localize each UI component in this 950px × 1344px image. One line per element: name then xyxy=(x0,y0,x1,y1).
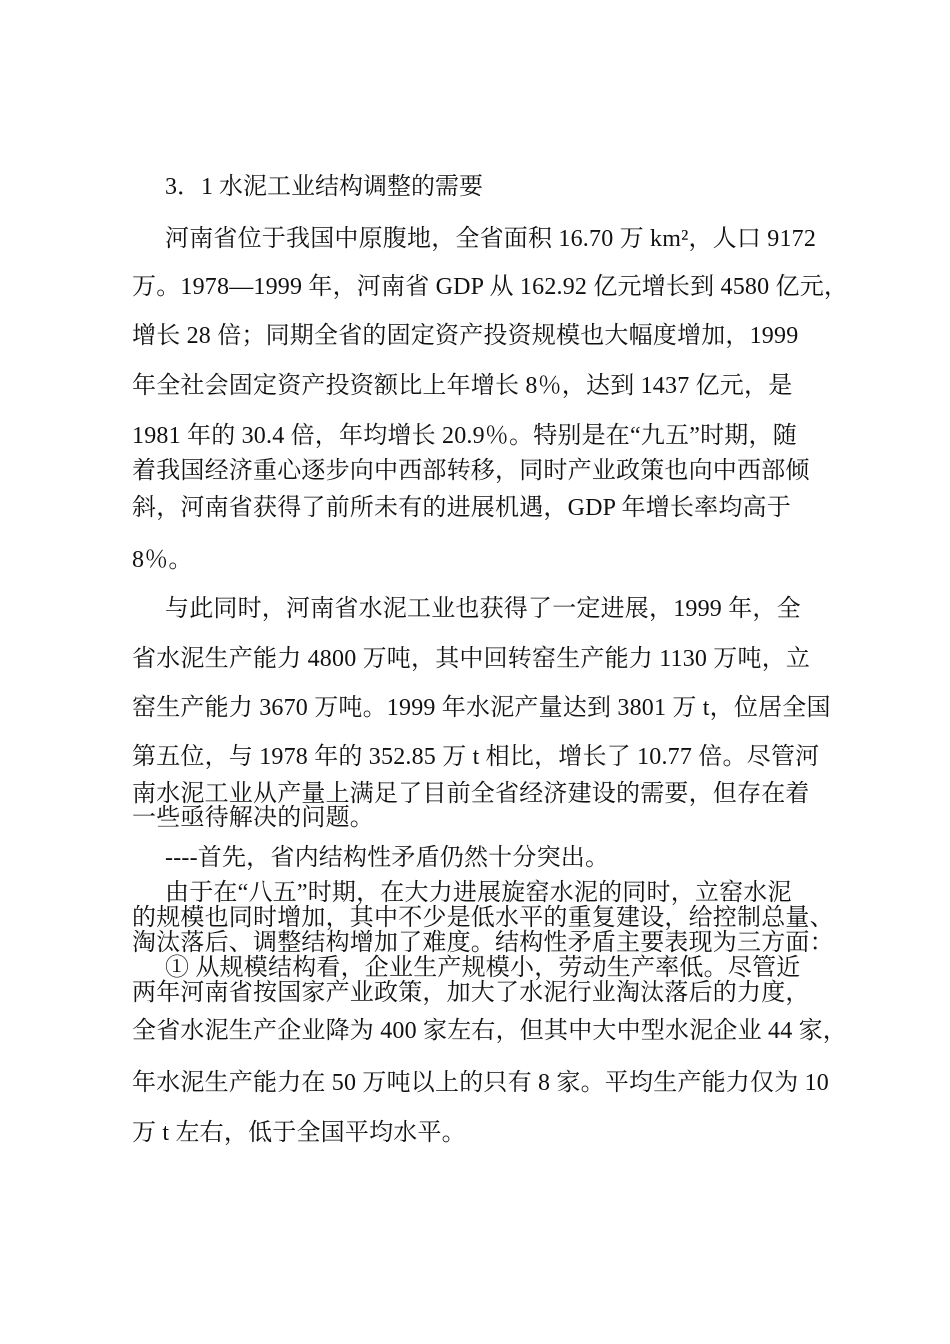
paragraph-line: 与此同时，河南省水泥工业也获得了一定进展，1999 年，全 xyxy=(165,596,801,622)
paragraph-line: 两年河南省按国家产业政策，加大了水泥行业淘汰落后的力度， xyxy=(132,980,810,1006)
paragraph-line: 斜，河南省获得了前所未有的进展机遇，GDP 年增长率均高于 xyxy=(132,495,791,521)
paragraph-line: 8％。 xyxy=(132,547,193,573)
paragraph-line: 着我国经济重心逐步向中西部转移，同时产业政策也向中西部倾 xyxy=(132,458,810,484)
paragraph-line: 一些亟待解决的问题。 xyxy=(132,805,374,831)
paragraph-line: 全省水泥生产企业降为 400 家左右，但其中大中型水泥企业 44 家， xyxy=(132,1018,847,1044)
paragraph-line: 淘汰落后、调整结构增加了难度。结构性矛盾主要表现为三方面： xyxy=(132,930,834,956)
paragraph-line: 窑生产能力 3670 万吨。1999 年水泥产量达到 3801 万 t，位居全国 xyxy=(132,695,831,721)
paragraph-line: 万 t 左右，低于全国平均水平。 xyxy=(132,1120,466,1146)
paragraph-line: 万。1978—1999 年，河南省 GDP 从 162.92 亿元增长到 4580 亿元， xyxy=(132,274,849,300)
paragraph-line: 增长 28 倍；同期全省的固定资产投资规模也大幅度增加，1999 xyxy=(132,323,799,349)
paragraph-line: 年全社会固定资产投资额比上年增长 8％，达到 1437 亿元，是 xyxy=(132,373,793,399)
paragraph-line: 由于在“八五”时期，在大力进展旋窑水泥的同时，立窑水泥 xyxy=(165,880,792,906)
paragraph-line: 第五位，与 1978 年的 352.85 万 t 相比，增长了 10.77 倍。尽管河 xyxy=(132,744,820,770)
paragraph-line: 南水泥工业从产量上满足了目前全省经济建设的需要，但存在着 xyxy=(132,781,810,807)
paragraph-line: ----首先，省内结构性矛盾仍然十分突出。 xyxy=(165,845,610,871)
paragraph-line: 1981 年的 30.4 倍，年均增长 20.9％。特别是在“九五”时期，随 xyxy=(132,423,797,449)
section-heading: 3．1 水泥工业结构调整的需要 xyxy=(165,174,483,200)
paragraph-line: ① 从规模结构看，企业生产规模小，劳动生产率低。尽管近 xyxy=(165,955,801,981)
paragraph-line: 省水泥生产能力 4800 万吨，其中回转窑生产能力 1130 万吨，立 xyxy=(132,646,811,672)
paragraph-line: 河南省位于我国中原腹地，全省面积 16.70 万 km²，人口 9172 xyxy=(165,226,817,252)
paragraph-line: 年水泥生产能力在 50 万吨以上的只有 8 家。平均生产能力仅为 10 xyxy=(132,1070,829,1096)
paragraph-line: 的规模也同时增加，其中不少是低水平的重复建设，给控制总量、 xyxy=(132,905,834,931)
